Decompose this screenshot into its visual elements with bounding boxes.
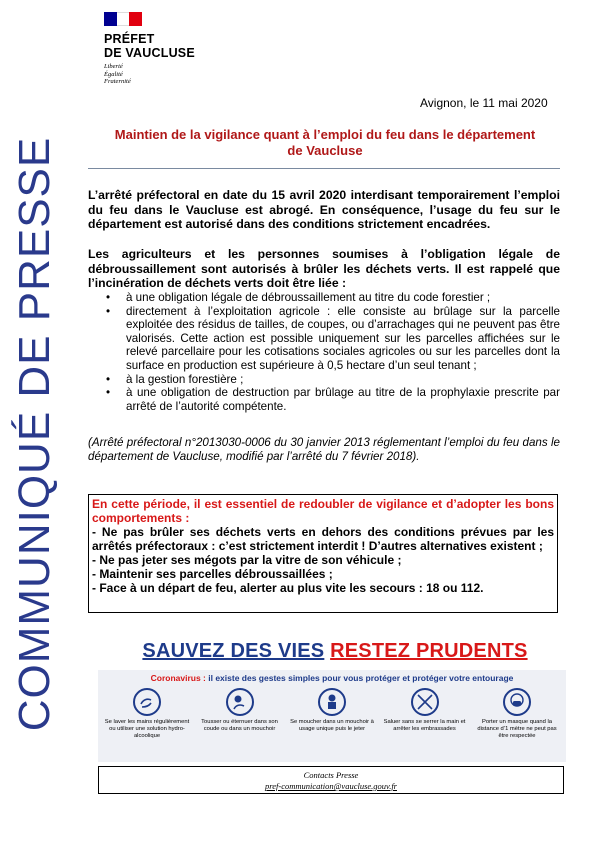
gesture-item: Saluer sans se serrer la main et arrêter les embrassades — [382, 688, 468, 739]
slogan-part2: RESTEZ PRUDENTS — [330, 640, 528, 662]
list-item: • à une obligation légale de débroussaillement au titre du code forestier ; — [106, 291, 491, 304]
box-item: - Maintenir ses parcelles débroussaillées ; — [92, 567, 333, 581]
gesture-item: Se moucher dans un mouchoir à usage unique puis le jeter — [289, 688, 375, 739]
divider — [88, 168, 560, 169]
motto-fraternite: Fraternité — [104, 78, 131, 85]
logo-line2: DE VAUCLUSE — [104, 46, 195, 60]
side-title: COMMUNIQUÉ DE PRESSE — [10, 136, 59, 732]
hand-wash-icon — [133, 688, 161, 716]
paragraph-2: Les agriculteurs et les personnes soumises à l’obligation légale de débroussaillement sont autorisés à brûler les déchets verts. Il est rappelé que l’incinération de déchets verts doit être liée : — [88, 247, 560, 290]
list-item: • à une obligation de destruction par brûlage au titre de la prophylaxie prescrite par arrêté de l’autorité compétente. — [106, 386, 560, 413]
vigilance-box — [88, 494, 558, 613]
no-handshake-icon — [411, 688, 439, 716]
covid-title: Coronavirus : il existe des gestes simples pour vous protéger et protéger votre entourage — [150, 673, 514, 683]
contact-email-link[interactable]: pref-communication@vaucluse.gouv.fr — [265, 781, 397, 791]
slogan-part1: SAUVEZ DES VIES — [142, 640, 325, 662]
paragraph-1: L’arrêté préfectoral en date du 15 avril 2020 interdisant temporairement l’emploi du feu dans le Vaucluse est abrogé. En conséquence, l’usage du feu sur le département est autorisé dans des conditions strictement encadrées. — [88, 188, 560, 231]
box-intro: En cette période, il est essentiel de redoubler de vigilance et d’adopter les bons comportements : — [92, 497, 554, 525]
tissue-icon — [318, 688, 346, 716]
box-item: - Face à un départ de feu, alerter au plus vite les secours : 18 ou 112. — [92, 581, 484, 595]
motto-egalite: Égalité — [104, 70, 123, 78]
press-contacts — [98, 766, 564, 794]
list-item: • à la gestion forestière ; — [106, 372, 244, 386]
legal-reference: (Arrêté préfectoral n°2013030-0006 du 30 janvier 2013 réglementant l’emploi du feu dans le département de Vaucluse, modifié par l’arrêté du 7 février 2018). — [88, 436, 560, 463]
press-date: Avignon, le 11 mai 2020 — [420, 96, 548, 110]
headline: Maintien de la vigilance quant à l’emploi du feu dans le département de Vaucluse — [114, 127, 536, 158]
gestures-row — [104, 688, 560, 739]
gesture-item: Tousser ou éternuer dans son coude ou dans un mouchoir — [197, 688, 283, 739]
contacts-label: Contacts Presse — [303, 770, 359, 780]
covid-banner — [98, 670, 566, 762]
cough-elbow-icon — [226, 688, 254, 716]
box-item: - Ne pas jeter ses mégots par la vitre de son véhicule ; — [92, 553, 402, 567]
face-mask-icon — [503, 688, 531, 716]
gesture-item: Porter un masque quand la distance d’1 mètre ne peut pas être respectée — [474, 688, 560, 739]
motto-liberte: Liberté — [104, 63, 123, 70]
list-item: • directement à l’exploitation agricole : elle consiste au brûlage sur la parcelle exploitée des résidus de tailles, de coupes, ou d’arrachages qui ne peuvent pas être valorisés. Cette action est possible uniquement sur les parcelles affichées sur le relevé parcellaire pour les cotisations sociales agricoles ou sur les parcelles dont la surface en production est supérieure à 0,5 hectare d’un seul tenant ; — [106, 304, 560, 372]
logo-line1: PRÉFET — [104, 32, 155, 46]
slogan — [100, 640, 570, 663]
box-item: - Ne pas brûler ses déchets verts en dehors des conditions prévues par les arrêtés préfectoraux : c’est strictement interdit ! D’autres alternatives existent ; — [92, 525, 554, 553]
french-flag-icon — [104, 12, 142, 26]
prefecture-logo — [104, 12, 195, 86]
gesture-item: Se laver les mains régulièrement ou utiliser une solution hydro-alcoolique — [104, 688, 190, 739]
conditions-list — [88, 291, 560, 413]
